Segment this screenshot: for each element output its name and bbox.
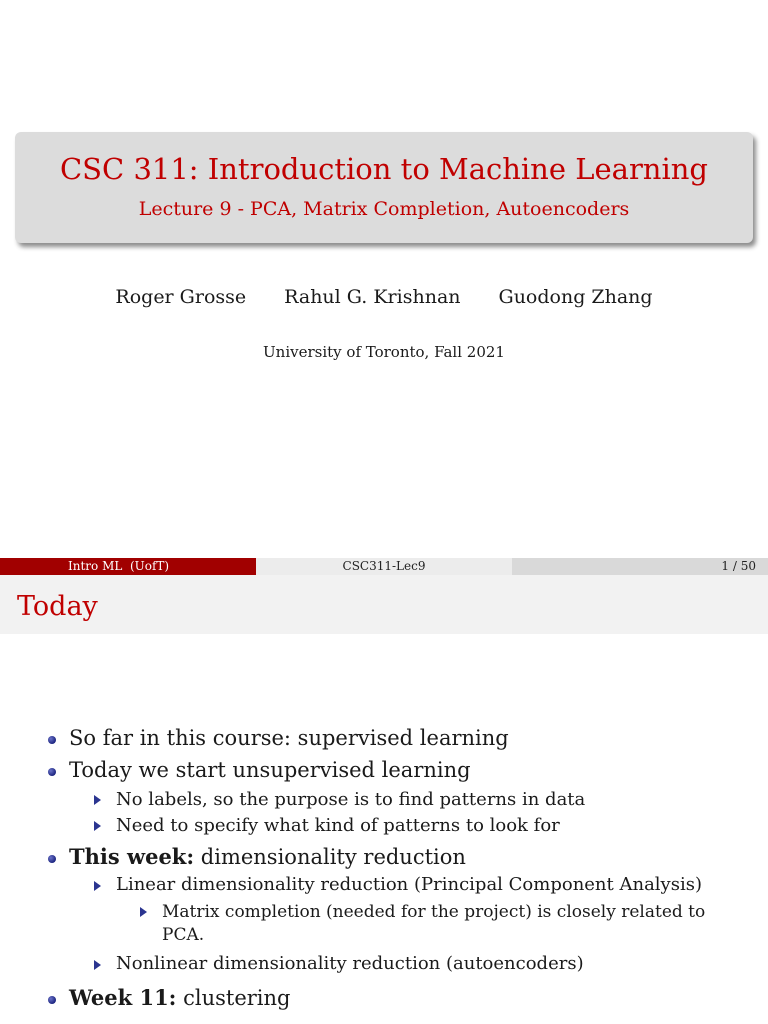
list-item-text: dimensionality reduction bbox=[194, 845, 466, 869]
list-subsubitem: Matrix completion (needed for the project) is closely related to bbox=[162, 902, 706, 922]
list-subitem: No labels, so the purpose is to find patterns in data bbox=[116, 789, 586, 810]
slide-footer bbox=[0, 558, 768, 575]
list-item bbox=[69, 844, 466, 869]
bullet-icon bbox=[48, 736, 56, 744]
slide-header bbox=[0, 575, 768, 634]
list-item-text: clustering bbox=[176, 986, 291, 1010]
author-name: Guodong Zhang bbox=[498, 286, 653, 308]
author-name: Rahul G. Krishnan bbox=[284, 286, 461, 308]
author-name: Roger Grosse bbox=[115, 286, 247, 308]
author-list bbox=[0, 286, 768, 308]
triangle-bullet-icon bbox=[94, 795, 101, 805]
bullet-icon bbox=[48, 996, 56, 1004]
list-item-label: This week: bbox=[69, 844, 195, 869]
slide-title: Today bbox=[17, 591, 98, 622]
footer-page-number: 1 / 50 bbox=[512, 558, 768, 575]
list-subitem: Linear dimensionality reduction (Principal Component Analysis) bbox=[116, 874, 702, 895]
lecture-subtitle: Lecture 9 - PCA, Matrix Completion, Autoencoders bbox=[138, 198, 630, 220]
triangle-bullet-icon bbox=[94, 881, 101, 891]
list-item: So far in this course: supervised learning bbox=[69, 726, 509, 750]
triangle-bullet-icon bbox=[94, 960, 101, 970]
footer-lecture: CSC311-Lec9 bbox=[256, 558, 512, 575]
triangle-bullet-icon bbox=[140, 907, 147, 917]
list-subitem: Nonlinear dimensionality reduction (autoencoders) bbox=[116, 953, 584, 974]
affiliation: University of Toronto, Fall 2021 bbox=[263, 343, 505, 361]
bullet-icon bbox=[48, 855, 56, 863]
list-subitem: Need to specify what kind of patterns to look for bbox=[116, 815, 560, 836]
list-subsubitem-continuation: PCA. bbox=[162, 925, 205, 945]
list-item bbox=[69, 985, 290, 1010]
bullet-icon bbox=[48, 768, 56, 776]
triangle-bullet-icon bbox=[94, 821, 101, 831]
lecture-title: CSC 311: Introduction to Machine Learning bbox=[59, 152, 708, 186]
footer-course: Intro ML (UofT) bbox=[0, 558, 256, 575]
title-box bbox=[15, 132, 753, 243]
list-item: Today we start unsupervised learning bbox=[69, 758, 471, 782]
list-item-label: Week 11: bbox=[69, 985, 177, 1010]
